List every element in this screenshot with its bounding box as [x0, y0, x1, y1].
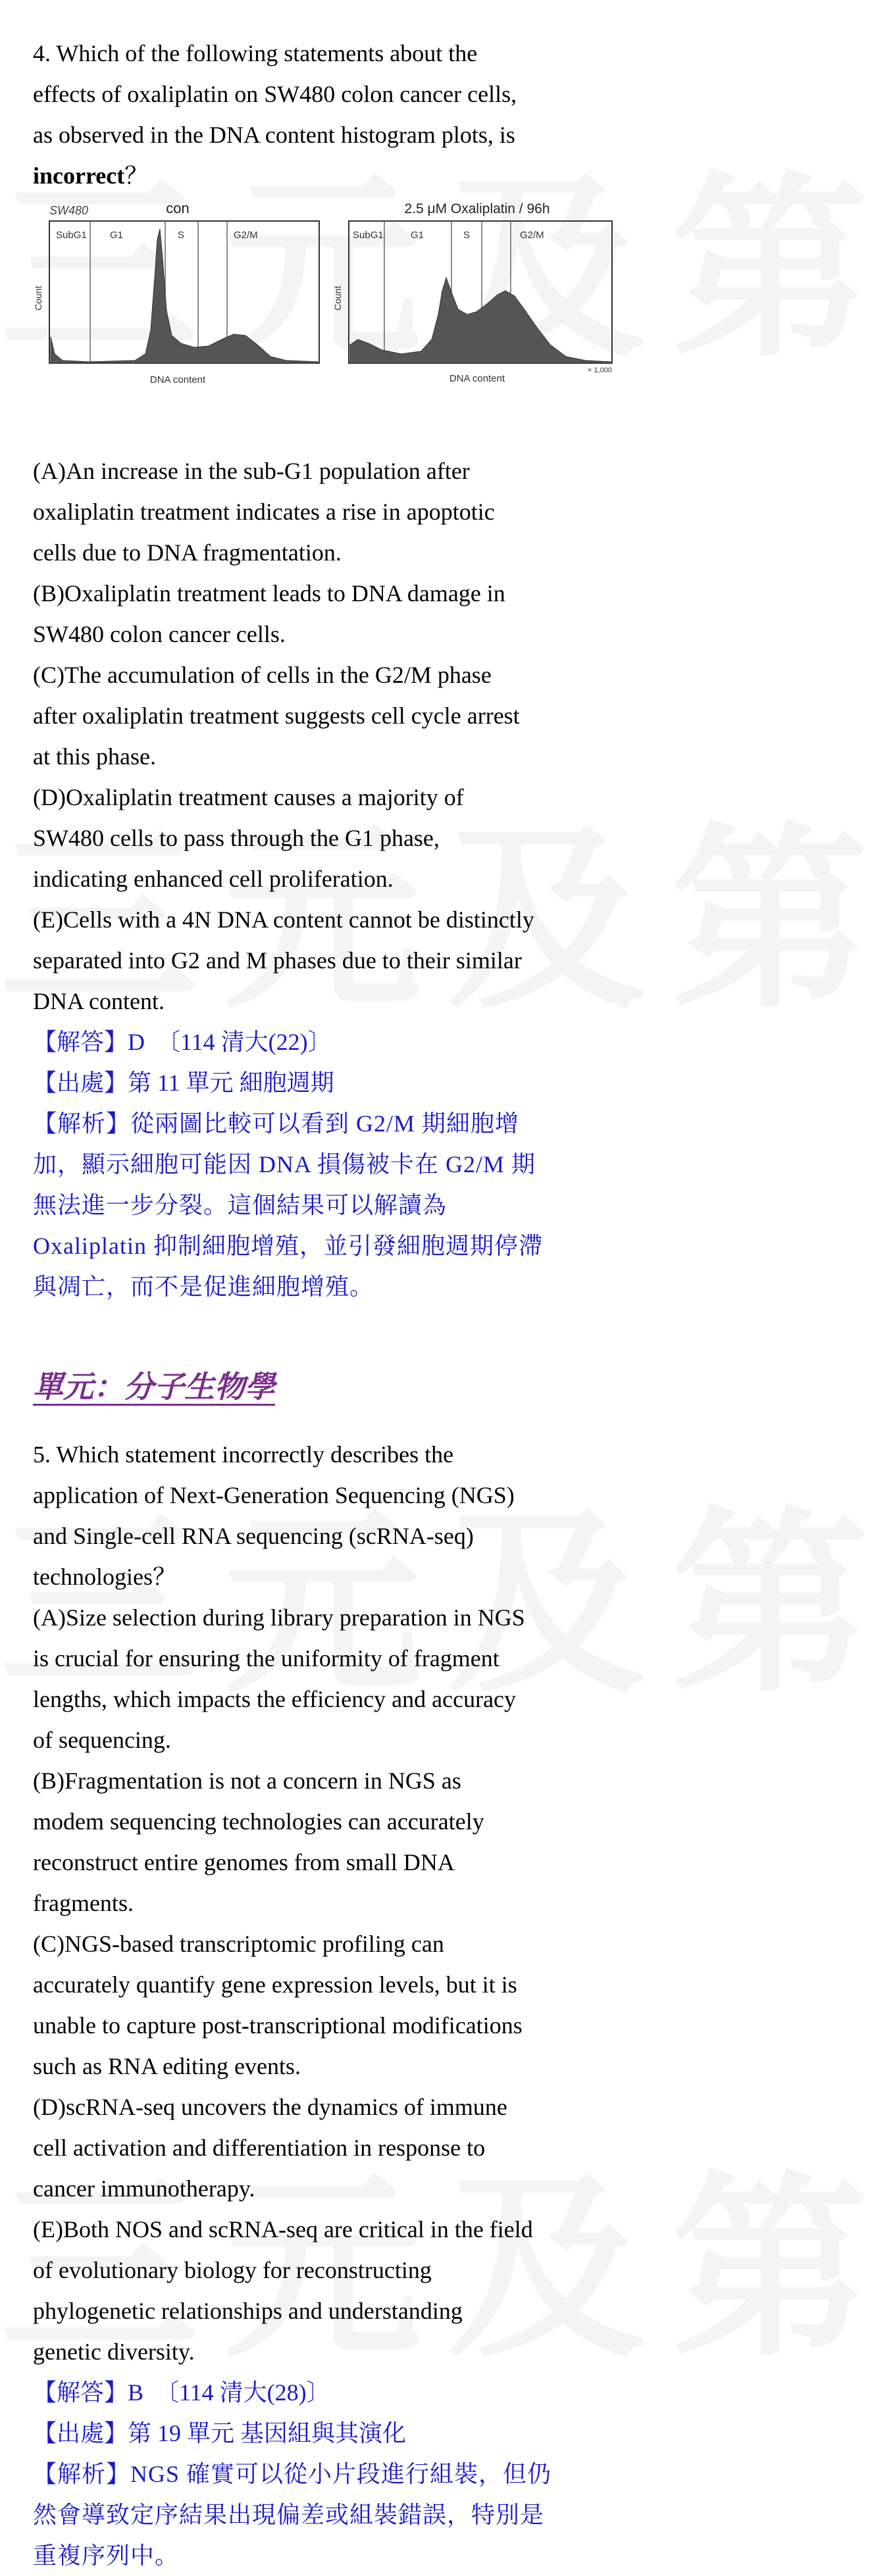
gate-label: SubG1: [353, 230, 384, 241]
q5-option-line: (B)Fragmentation is not a concern in NGS as: [33, 1768, 461, 1794]
gate-label: S: [463, 230, 471, 241]
q4-answer: 【解答】D 〔114 清大(22)〕: [33, 1029, 332, 1055]
q5-stem-line: 5. Which statement incorrectly describes the: [33, 1441, 454, 1468]
q4-option-line: (A)An increase in the sub-G1 population after: [33, 458, 470, 484]
q5-option-line: such as RNA editing events.: [33, 2053, 301, 2079]
q5-answer: 【解答】B 〔114 清大(28)〕: [33, 2379, 330, 2406]
q5-option-line: unable to capture post-transcriptional modifications: [33, 2012, 523, 2039]
q4-stem-line: effects of oxaliplatin on SW480 colon cancer cells,: [33, 81, 517, 107]
histogram-control-xlabel: DNA content: [149, 374, 206, 385]
q4-option-line: after oxaliplatin treatment suggests cell cycle arrest: [33, 703, 520, 729]
q5-explain-line: 重複序列中。: [33, 2542, 180, 2569]
q5-source: 【出處】第 19 單元 基因組與其演化: [33, 2420, 407, 2446]
q4-explain-line: 與凋亡，而不是促進細胞增殖。: [33, 1274, 374, 1300]
q5-option-line: is crucial for ensuring the uniformity of fragment: [33, 1645, 499, 1672]
histogram-control-curve: [51, 229, 318, 363]
q5-option-line: phylogenetic relationships and understanding: [33, 2298, 463, 2324]
q5-stem-line: technologies？: [33, 1564, 176, 1590]
gate-label: G2/M: [520, 230, 544, 241]
unit-heading: 單元：分子生物學: [33, 1370, 275, 1404]
q4-option-line: separated into G2 and M phases due to their similar: [33, 947, 522, 974]
histogram-control: [33, 199, 326, 396]
histogram-oxaliplatin-title: 2.5 μM Oxaliplatin / 96h: [404, 201, 550, 216]
q5-option-line: genetic diversity.: [33, 2339, 195, 2365]
gate-label: G1: [411, 230, 424, 241]
q4-explain-line: Oxaliplatin 抑制細胞增殖，並引發細胞週期停滯: [33, 1233, 543, 1259]
q4-option-line: (D)Oxaliplatin treatment causes a majority of: [33, 784, 464, 810]
q4-explain-line: 【解析】從兩圖比較可以看到 G2/M 期細胞增: [33, 1110, 520, 1137]
q5-explain-line: 【解析】NGS 確實可以從小片段進行組裝，但仍: [33, 2461, 552, 2487]
q5-option-line: modem sequencing technologies can accurately: [33, 1808, 484, 1835]
q5-option-line: cell activation and differentiation in response to: [33, 2135, 486, 2161]
q4-stem-bold: incorrect: [33, 162, 125, 189]
q5-option-line: fragments.: [33, 1890, 134, 1916]
q5-option-line: of sequencing.: [33, 1727, 171, 1753]
q4-option-line: SW480 colon cancer cells.: [33, 621, 286, 647]
q5-option-line: cancer immunotherapy.: [33, 2175, 255, 2202]
q4-stem-line: as observed in the DNA content histogram plots, is: [33, 122, 515, 148]
q5-answer-block: [33, 2372, 612, 2576]
q5-explain-line: 然會導致定序結果出現偏差或組裝錯誤，特別是: [33, 2502, 545, 2528]
q4-stem-end: ？: [124, 162, 149, 189]
histogram-oxaliplatin-ylabel: Count: [332, 285, 343, 310]
q5-option-line: (C)NGS-based transcriptomic profiling can: [33, 1931, 444, 1957]
q4-option-line: indicating enhanced cell proliferation.: [33, 866, 394, 892]
q4-option-line: (E)Cells with a 4N DNA content cannot be distinctly: [33, 906, 534, 933]
histogram-control-title: con: [166, 200, 190, 216]
q5-option-line: reconstruct entire genomes from small DNA: [33, 1849, 455, 1875]
q5-stem-line: application of Next-Generation Sequencing (NGS): [33, 1482, 515, 1508]
q5-option-line: (E)Both NOS and scRNA-seq are critical in the field: [33, 2216, 533, 2242]
histogram-oxaliplatin-curve: [350, 278, 611, 363]
q4-option-line: (B)Oxaliplatin treatment leads to DNA damage in: [33, 580, 505, 607]
gate-label: SubG1: [56, 230, 87, 241]
q4-source: 【出處】第 11 單元 細胞週期: [33, 1070, 334, 1096]
q4-option-line: cells due to DNA fragmentation.: [33, 539, 342, 566]
q4-explain-line: 加，顯示細胞可能因 DNA 損傷被卡在 G2/M 期: [33, 1151, 536, 1177]
q5-option-line: (A)Size selection during library preparation in NGS: [33, 1604, 525, 1631]
question-5: [33, 1434, 612, 2576]
q4-option-line: DNA content.: [33, 988, 165, 1014]
q5-option-line: of evolutionary biology for reconstructing: [33, 2257, 432, 2283]
histogram-control-ylabel: Count: [33, 285, 43, 310]
q4-option-line: oxaliplatin treatment indicates a rise in apoptotic: [33, 499, 495, 525]
gate-label: G2/M: [234, 230, 258, 241]
q4-explain-line: 無法進一步分裂。這個結果可以解讀為: [33, 1192, 448, 1218]
question-4: [33, 33, 612, 196]
histogram-control-corner: SW480: [49, 204, 89, 217]
q5-option-line: (D)scRNA-seq uncovers the dynamics of immune: [33, 2094, 507, 2120]
q4-option-line: at this phase.: [33, 743, 156, 770]
histogram-oxaliplatin-scale: × 1,000: [587, 366, 612, 374]
q4-stem-line: [33, 155, 612, 196]
gate-label: G1: [110, 230, 124, 241]
gate-label: S: [178, 230, 185, 241]
q5-stem-line: and Single-cell RNA sequencing (scRNA-seq): [33, 1523, 474, 1549]
question-4-options: [33, 451, 612, 1307]
q4-stem-line: 4. Which of the following statements about the: [33, 40, 478, 66]
histogram-oxaliplatin-xlabel: DNA content: [449, 373, 505, 384]
q5-option-line: lengths, which impacts the efficiency and accuracy: [33, 1686, 517, 1712]
q4-option-line: SW480 cells to pass through the G1 phase,: [33, 825, 440, 851]
q4-answer-block: [33, 1022, 612, 1307]
q4-option-line: (C)The accumulation of cells in the G2/M phase: [33, 662, 492, 688]
q5-option-line: accurately quantify gene expression levels, but it is: [33, 1971, 517, 1998]
histogram-oxaliplatin: [332, 199, 619, 396]
